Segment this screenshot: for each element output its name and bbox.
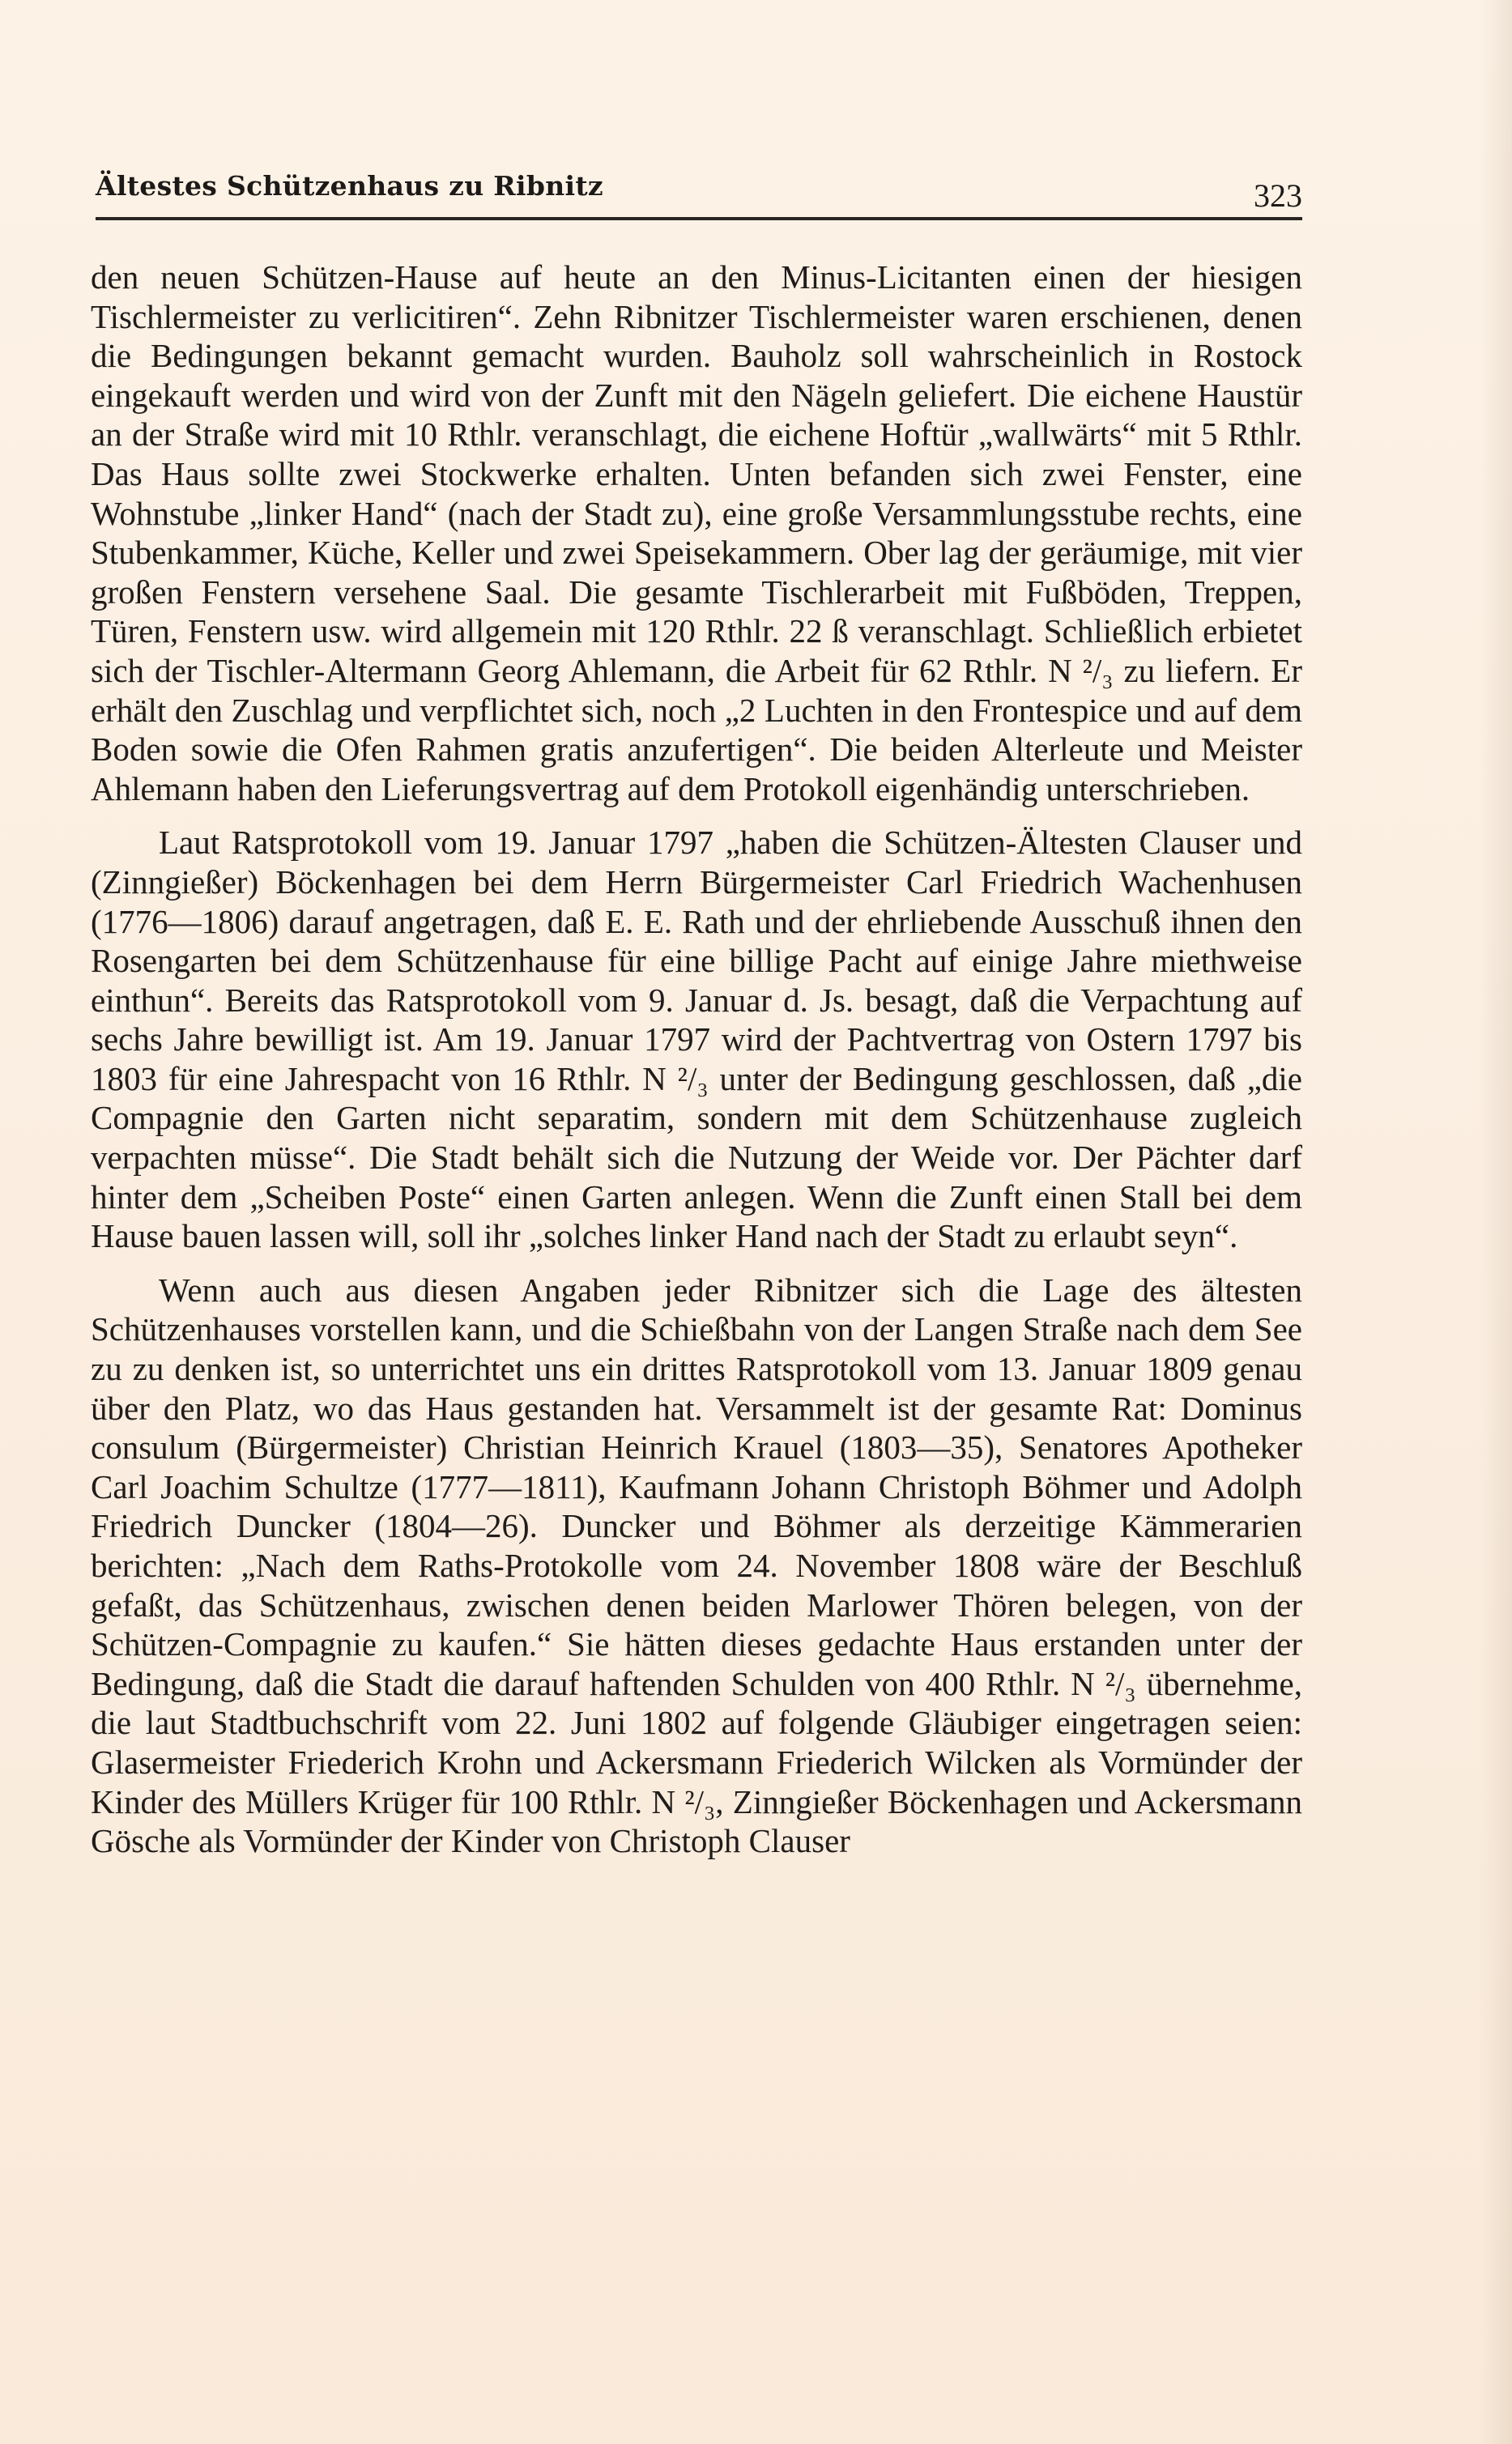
page-header: [96, 159, 1302, 224]
body-text: [91, 258, 1302, 1861]
running-title: Ältestes Schützenhaus zu Ribnitz: [96, 170, 603, 202]
header-rule: [96, 217, 1302, 220]
paragraph-continued: den neuen Schützen-Hause auf heute an den Minus-Licitanten einen der hiesigen Tischlermeister zu verlicitiren“. Zehn Ribnitzer Tischlermeister waren erschienen, denen die Bedingungen bekannt gemacht wurden. Bauholz soll wahrscheinlich in Rostock eingekauft werden und wird von der Zunft mit den Nägeln geliefert. Die eichene Haustür an der Straße wird mit 10 Rthlr. veranschlagt, die eichene Hoftür „wallwärts“ mit 5 Rthlr. Das Haus sollte zwei Stockwerke erhalten. Unten befanden sich zwei Fenster, eine Wohnstube „linker Hand“ (nach der Stadt zu), eine große Versammlungsstube rechts, eine Stubenkammer, Küche, Keller und zwei Speisekammern. Ober lag der geräumige, mit vier großen Fenstern versehene Saal. Die gesamte Tischlerarbeit mit Fußböden, Treppen, Türen, Fenstern usw. wird allgemein mit 120 Rthlr. 22 ß veranschlagt. Schließlich erbietet sich der Tischler-Altermann Georg Ahlemann, die Arbeit für 62 Rthlr. N ²/₃ zu liefern. Er erhält den Zuschlag und verpflichtet sich, noch „2 Luchten in den Frontespice und auf dem Boden sowie die Ofen Rahmen gratis anzufertigen“. Die beiden Alterleute und Meister Ahlemann haben den Lieferungsvertrag auf dem Protokoll eigenhändig unterschrieben.: [91, 258, 1302, 807]
paragraph-ratsprotokoll-1797: Laut Ratsprotokoll vom 19. Januar 1797 „haben die Schützen-Ältesten Clauser und (Zinngießer) Böckenhagen bei dem Herrn Bürgermeister Carl Friedrich Wachenhusen (1776—1806) darauf angetragen, daß E. E. Rath und der ehrliebende Ausschuß ihnen den Rosengarten bei dem Schützenhause für eine billige Pacht auf einige Jahre miethweise einthun“. Bereits das Ratsprotokoll vom 9. Januar d. Js. besagt, daß die Verpachtung auf sechs Jahre bewilligt ist. Am 19. Januar 1797 wird der Pachtvertrag von Ostern 1797 bis 1803 für eine Jahrespacht von 16 Rthlr. N ²/₃ unter der Bedingung geschlossen, daß „die Compagnie den Garten nicht separatim, sondern mit dem Schützenhause zugleich verpachten müsse“. Die Stadt behält sich die Nutzung der Weide vor. Der Pächter darf hinter dem „Scheiben Poste“ einen Garten anlegen. Wenn die Zunft einen Stall bei dem Hause bauen lassen will, soll ihr „solches linker Hand nach der Stadt zu erlaubt seyn“.: [91, 824, 1302, 1255]
page-edge-shadow: [1480, 0, 1512, 2444]
page-number: 323: [1254, 177, 1302, 214]
paragraph-ratsprotokoll-1809: Wenn auch aus diesen Angaben jeder Ribnitzer sich die Lage des ältesten Schützenhauses vorstellen kann, und die Schießbahn von der Langen Straße nach dem See zu zu denken ist, so unterrichtet uns ein drittes Ratsprotokoll vom 13. Januar 1809 genau über den Platz, wo das Haus gestanden hat. Versammelt ist der gesamte Rat: Dominus consulum (Bürgermeister) Christian Heinrich Krauel (1803—35), Senatores Apotheker Carl Joachim Schultze (1777—1811), Kaufmann Johann Christoph Böhmer und Adolph Friedrich Duncker (1804—26). Duncker und Böhmer als derzeitige Kämmerarien berichten: „Nach dem Raths-Protokolle vom 24. November 1808 wäre der Beschluß gefaßt, das Schützenhaus, zwischen denen beiden Marlower Thören belegen, von der Schützen-Compagnie zu kaufen.“ Sie hätten dieses gedachte Haus erstanden unter der Bedingung, daß die Stadt die darauf haftenden Schulden von 400 Rthlr. N ²/₃ übernehme, die laut Stadtbuchschrift vom 22. Juni 1802 auf folgende Gläubiger eingetragen seien: Glasermeister Friederich Krohn und Ackersmann Friederich Wilcken als Vormünder der Kinder des Müllers Krüger für 100 Rthlr. N ²/₃, Zinngießer Böckenhagen und Ackersmann Gösche als Vormünder der Kinder von Christoph Clauser: [91, 1271, 1302, 1860]
